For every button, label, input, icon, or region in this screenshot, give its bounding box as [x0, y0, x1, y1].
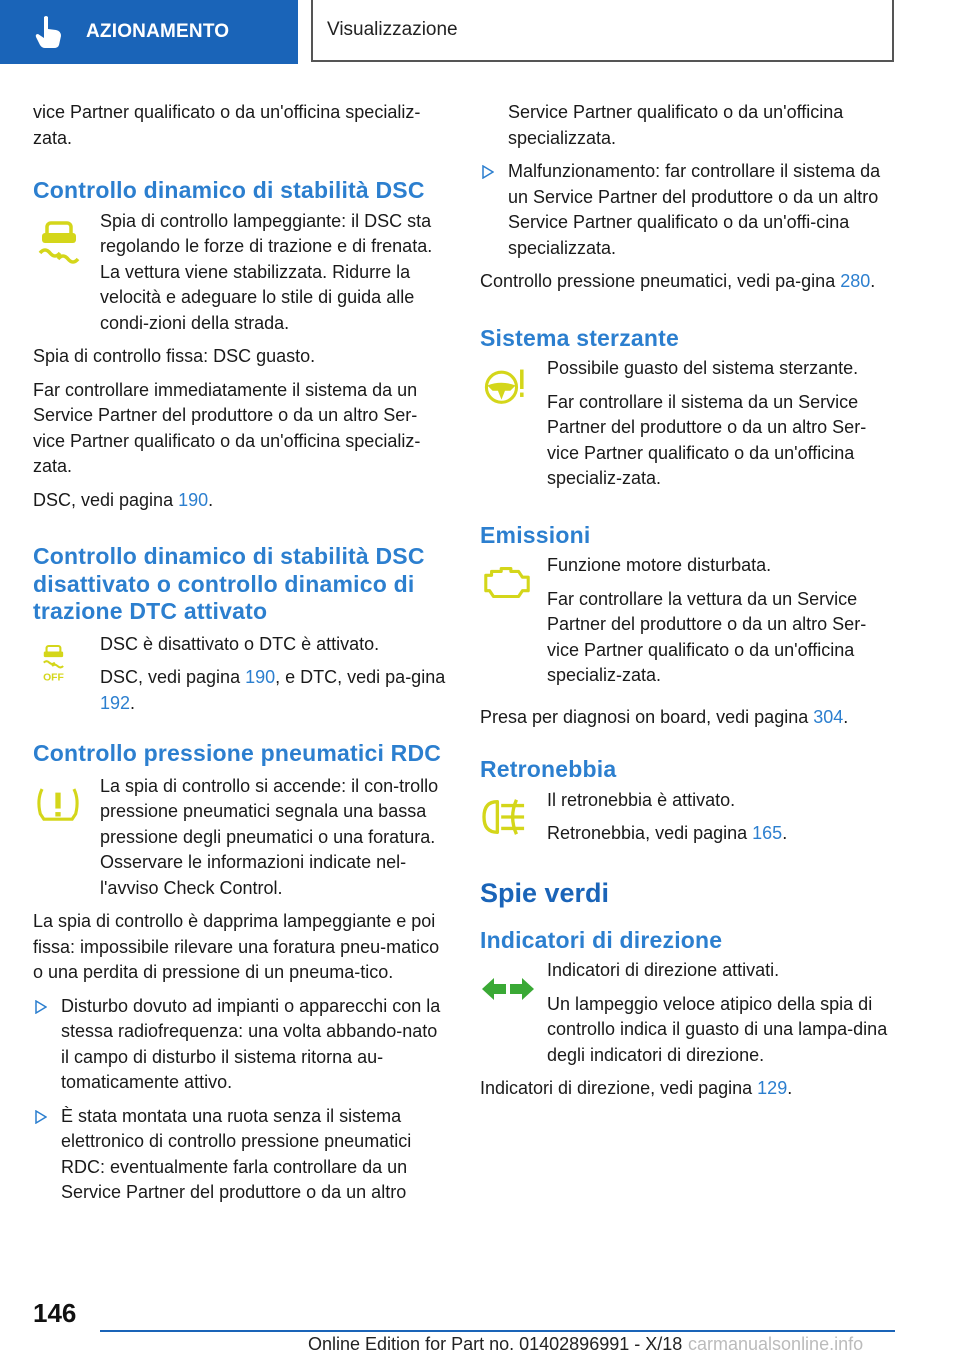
rdc-p1: La spia di controllo si accende: il con-trollo pressione pneumatici segnala una bassa pressione degli pneumatici o una foratura. Osservare le informazioni indicate nel-l'avviso Check Control.: [100, 775, 439, 898]
rdc-heading: Controllo pressione pneumatici RDC: [33, 740, 442, 766]
dsc-off-ref-a: DSC, vedi pagina: [100, 667, 246, 687]
rdc-bullet-3-text: Malfunzionamento: far controllare il sistema da un Service Partner del produttore o da un altro Service Partner qualificato o da un'offi-cina specializzata.: [508, 161, 881, 258]
dsc-off-page-link-190[interactable]: 190: [245, 667, 276, 687]
dsc-ref-end: .: [208, 489, 214, 510]
turn-heading: Indicatori di direzione: [480, 926, 723, 953]
fog-p1: Il retronebbia è attivato.: [547, 789, 736, 810]
turn-page-link[interactable]: 129: [757, 1078, 788, 1098]
rdc-bullet-3: [480, 159, 890, 261]
fog-section: [480, 788, 890, 847]
rear-fog-light-icon: [480, 796, 530, 838]
dtc-page-link-192[interactable]: 192: [100, 692, 131, 713]
rdc-continuation: Service Partner qualificato o da un'officina specializzata.: [508, 102, 844, 148]
edition-text: Online Edition for Part no. 01402896991 - X/18: [308, 1334, 683, 1354]
rdc-ref-end: .: [870, 271, 876, 291]
rdc-bullet-2: [33, 1104, 448, 1206]
turn-ref-end: .: [787, 1078, 793, 1098]
dsc-ref-text: DSC, vedi pagina: [33, 489, 179, 510]
turn-ref-text: Indicatori di direzione, vedi pagina: [480, 1078, 758, 1098]
right-column: [480, 100, 890, 1102]
dsc-off-section: [33, 632, 448, 717]
page-number: 146: [33, 1298, 77, 1328]
emissions-section: [480, 553, 890, 689]
fog-page-link[interactable]: 165: [752, 823, 783, 843]
rdc-p2: La spia di controllo è dapprima lampeggiante e poi fissa: impossibile rilevare una foratura pneu-matico o una perdita di pressione di un pneuma-tico.: [33, 911, 440, 982]
rdc-page-link[interactable]: 280: [840, 271, 871, 291]
steering-heading: Sistema sterzante: [480, 324, 679, 351]
fog-ref: [480, 821, 890, 847]
engine-check-icon: [480, 563, 534, 603]
turn-section: [480, 958, 890, 1068]
dsc-heading: Controllo dinamico di stabilità DSC: [33, 177, 425, 203]
turn-indicator-arrows-icon: [480, 974, 536, 1004]
watermark-text: carmanualsonline.info: [688, 1334, 864, 1354]
steering-section: [480, 356, 890, 492]
steering-p2: Far controllare il sistema da un Service Partner del produttore o da un altro Ser-vice Partner qualificato o da un'officina specializ-zata.: [547, 391, 867, 488]
rdc-bullet-1-text: Disturbo dovuto ad impianti o apparecchi con la stessa radiofrequenza: una volta abbando-nato il campo di disturbo il sistema ritorna au-tomaticamente attivo.: [61, 995, 441, 1092]
subsection-tab-label: Visualizzazione: [327, 19, 458, 40]
rdc-bullet-1: [33, 994, 448, 1096]
hand-pointer-icon: [34, 15, 64, 49]
emissions-ref-text: Presa per diagnosi on board, vedi pagina: [480, 706, 814, 727]
dsc-p3: Far controllare immediatamente il sistema da un Service Partner del produttore o da un altro Ser-vice Partner qualificato o da un'officina specializ-zata.: [33, 379, 421, 476]
emissions-ref: [480, 705, 890, 731]
dsc-p2: Spia di controllo fissa: DSC guasto.: [33, 346, 316, 366]
rdc-bullet-2-text: È stata montata una ruota senza il sistema elettronico di controllo pressione pneumatici RDC: eventualmente farla controllare da un Service Partner del produttore o da un altro: [61, 1105, 412, 1202]
intro-text: vice Partner qualificato o da un'officina specializ-zata.: [33, 102, 421, 148]
dsc-ref: [33, 488, 448, 514]
dsc-off-icon: [41, 636, 77, 692]
footer-divider: [100, 1330, 895, 1332]
dsc-off-ref: [33, 665, 448, 716]
bullet-triangle-icon: [35, 1000, 47, 1014]
dsc-page-link[interactable]: 190: [178, 489, 209, 510]
dsc-off-p1: DSC è disattivato o DTC è attivato.: [100, 633, 380, 654]
svg-text:OFF: OFF: [43, 672, 64, 684]
rdc-section: [33, 774, 448, 902]
fog-ref-text: Retronebbia, vedi pagina: [547, 823, 753, 843]
dsc-skid-icon: [33, 217, 85, 269]
dsc-off-heading: Controllo dinamico di stabilità DSC disattivato o controllo dinamico di trazione DTC attivato: [33, 543, 425, 624]
turn-p1: Indicatori di direzione attivati.: [547, 960, 780, 980]
dsc-p1: Spia di controllo lampeggiante: il DSC sta regolando le forze di trazione e di frenata. La vettura viene stabilizzata. Ridurre la velocità e adeguare lo stile di guida alle condi-zioni della strada.: [100, 210, 433, 333]
rdc-ref: [480, 269, 890, 295]
fog-ref-end: .: [782, 823, 788, 843]
dsc-section: [33, 209, 448, 337]
green-lights-heading: Spie verdi: [480, 877, 610, 908]
emissions-p2: Far controllare la vettura da un Service Partner del produttore o da un altro Ser-vice Partner qualificato o da un'officina specializ-zata.: [547, 588, 867, 685]
bullet-triangle-icon: [35, 1110, 47, 1124]
bullet-triangle-icon: [482, 165, 494, 179]
obd-page-link[interactable]: 304: [813, 706, 844, 727]
subsection-tab: [311, 0, 894, 62]
section-tab-label: AZIONAMENTO: [86, 21, 230, 42]
emissions-ref-end: .: [843, 706, 849, 727]
left-column: [33, 100, 448, 1214]
turn-ref: [480, 1076, 890, 1102]
dsc-off-ref-end: .: [130, 692, 136, 713]
section-tab: [0, 0, 298, 64]
turn-p2: Un lampeggio veloce atipico della spia di controllo indica il guasto di una lampa-dina degli indicatori di direzione.: [547, 993, 888, 1065]
rdc-ref-text: Controllo pressione pneumatici, vedi pa-gina: [480, 271, 841, 291]
fog-heading: Retronebbia: [480, 756, 617, 782]
steering-wheel-warning-icon: [480, 366, 530, 412]
dsc-off-ref-b: , e DTC, vedi pa-gina: [275, 667, 446, 687]
tire-pressure-icon: [33, 782, 83, 828]
steering-p1: Possibile guasto del sistema sterzante.: [547, 358, 859, 378]
emissions-p1: Funzione motore disturbata.: [547, 555, 772, 575]
emissions-heading: Emissioni: [480, 521, 591, 548]
